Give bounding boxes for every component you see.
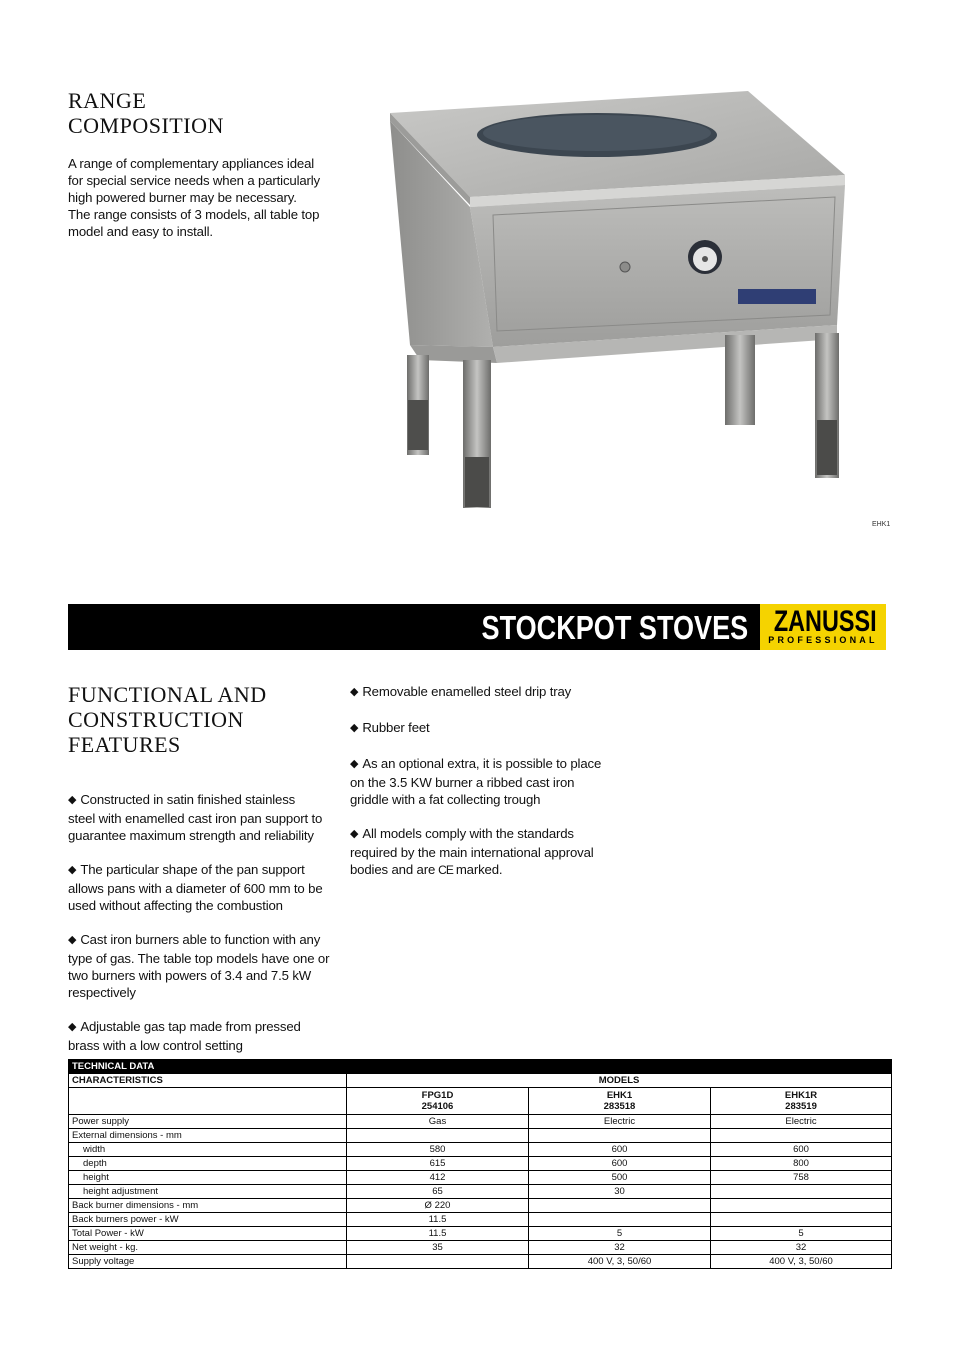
brand-logo xyxy=(760,604,886,650)
table-header-row xyxy=(69,1074,892,1088)
brand-name: ZANUSSI xyxy=(773,605,877,638)
table-row: Power supply Gas Electric Electric xyxy=(69,1115,892,1129)
feature-item: ◆ Adjustable gas tap made from pressed brass with a low control setting xyxy=(68,1019,301,1053)
table-row: External dimensions - mm xyxy=(69,1129,892,1143)
table-row: Total Power - kW 11.5 5 5 xyxy=(69,1227,892,1241)
brand-plate xyxy=(738,289,816,304)
title-banner xyxy=(68,604,886,650)
model-column-header: FPG1D 254106 xyxy=(347,1088,529,1115)
photo-caption: EHK1 xyxy=(872,521,891,528)
table-row: height adjustment 65 30 xyxy=(69,1185,892,1199)
table-row: Back burners power - kW 11.5 xyxy=(69,1213,892,1227)
feature-item: ◆ As an optional extra, it is possible to place on the 3.5 KW burner a ribbed cast iron griddle with a fat collecting trough xyxy=(350,756,602,807)
model-names-row xyxy=(69,1088,892,1115)
bullet-icon: ◆ xyxy=(68,864,77,876)
model-column-header: EHK1R 283519 xyxy=(711,1088,892,1115)
range-composition-title: RANGE COMPOSITION xyxy=(68,88,224,138)
feature-item: ◆ Rubber feet xyxy=(350,720,430,735)
table-row: Back burner dimensions - mm Ø 220 xyxy=(69,1199,892,1213)
page-title: STOCKPOT STOVES xyxy=(481,609,748,646)
features-list-left xyxy=(68,791,336,1054)
bullet-icon: ◆ xyxy=(350,828,359,840)
feature-item: ◆ Constructed in satin finished stainless steel with enamelled cast iron pan support to guarantee maximum strength and reliability xyxy=(68,792,323,843)
bullet-icon: ◆ xyxy=(350,686,359,698)
table-title: TECHNICAL DATA xyxy=(69,1060,892,1074)
indicator-light xyxy=(620,262,630,272)
table-row: Supply voltage 400 V, 3, 50/60 400 V, 3, 50/60 xyxy=(69,1255,892,1269)
feature-item: ◆ The particular shape of the pan support allows pans with a diameter of 600 mm to be used without affecting the combustion xyxy=(68,862,323,913)
model-column-header: EHK1 283518 xyxy=(529,1088,711,1115)
features-list-right xyxy=(350,683,618,879)
table-title-row xyxy=(69,1060,892,1074)
feature-item: ◆ Cast iron burners able to function with any type of gas. The table top models have one or two burners with powers of 3.4 and 7.5 kW respectively xyxy=(68,932,330,1000)
feature-item: ◆ All models comply with the standards required by the main international approval bodies and are CE marked. xyxy=(350,826,594,877)
stove-front-panel xyxy=(470,185,845,347)
features-title: FUNCTIONAL AND CONSTRUCTION FEATURES xyxy=(68,682,267,757)
table-row: Net weight - kg. 35 32 32 xyxy=(69,1241,892,1255)
leg xyxy=(725,335,755,425)
bullet-icon: ◆ xyxy=(350,722,359,734)
range-description: A range of complementary appliances ideal for special service needs when a particularly high powered burner may be necessary. The range consists of 3 models, all table top model and easy to install. xyxy=(68,156,320,239)
ce-mark-icon: CE xyxy=(438,863,453,877)
stockpot-stove-photo xyxy=(385,85,865,515)
bullet-icon: ◆ xyxy=(350,758,359,770)
bullet-icon: ◆ xyxy=(68,934,77,946)
technical-data-table xyxy=(68,1059,892,1269)
characteristics-header: CHARACTERISTICS xyxy=(69,1074,347,1088)
table-row: height 412 500 758 xyxy=(69,1171,892,1185)
brand-subtitle: PROFESSIONAL xyxy=(768,635,878,645)
models-header: MODELS xyxy=(347,1074,892,1088)
bullet-icon: ◆ xyxy=(68,794,77,806)
feature-item: ◆ Removable enamelled steel drip tray xyxy=(350,684,572,699)
table-row: depth 615 600 800 xyxy=(69,1157,892,1171)
table-row: width 580 600 600 xyxy=(69,1143,892,1157)
bullet-icon: ◆ xyxy=(68,1021,77,1033)
